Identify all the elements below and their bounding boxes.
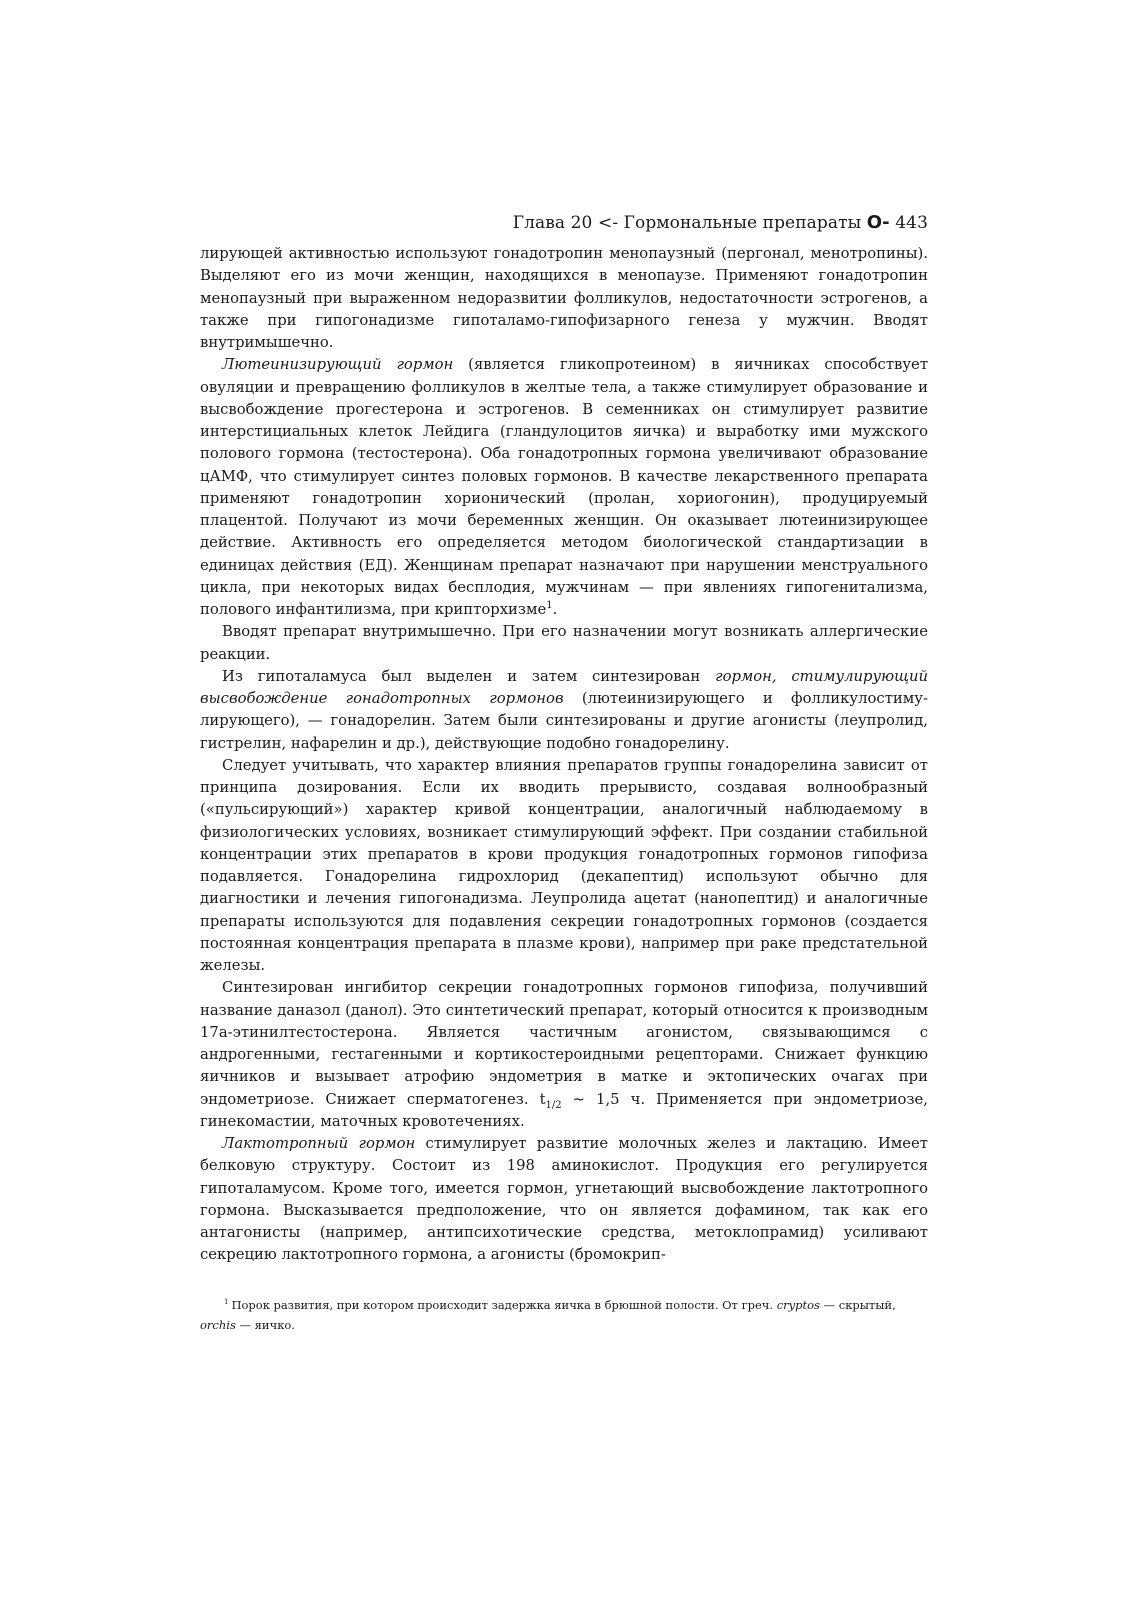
footnote-term-cryptos: cryptos — [776, 1297, 820, 1312]
book-page — [200, 212, 928, 1335]
body-text — [200, 243, 928, 1267]
paragraph-4-start: Из гипоталамуса был выделен и затем синтезирован — [222, 667, 716, 685]
footnote-text-end: — яичко. — [235, 1317, 295, 1332]
paragraph-6 — [200, 977, 928, 1133]
paragraph-1: лирующей активностью используют гонадотропин менопаузный (пергонал, менотропины). Выделяют его из мочи женщин, находящихся в менопаузе. Применяют гонадотропин менопаузный при выраженном недоразвитии фолликулов, недостаточности эстрогенов, а также при гипогонадизме гипоталамо-гипофизарного генеза у мужчин. Вводят внутримышечно. — [200, 245, 928, 351]
paragraph-4 — [200, 666, 928, 755]
paragraph-2 — [200, 354, 928, 621]
running-head-text: Глава 20 <- Гормональные препараты — [512, 213, 867, 233]
paragraph-7-text: стимулирует развитие молочных желез и лактацию. Имеет белковую структуру. Состоит из 198 аминокислот. Продукция его регулируется гипоталамусом. Кроме того, имеется гормон, угнетающий высвобождение лактотропного гормона. Высказывается предположение, что он является дофамином, так как его антагонисты (например, антипсихотические средства, метоклопрамид) усиливают секрецию лактотропного гормона, а агонисты (бромокрип- — [200, 1135, 928, 1264]
paragraph-6-text: ~ 1,5 ч. Применяется при эндометриозе, гинекомастии, маточных кровотечениях. — [200, 1090, 928, 1130]
paragraph-5: Следует учитывать, что характер влияния препаратов группы гонадорелина зависит от принципа дозирования. Если их вводить прерывисто, создавая волнообразный («пульсирующий») характер кривой концентрации, аналогичный наблюдаемому в физиологических условиях, возникает стимулирующий эффект. При создании стабильной концентрации этих препаратов в крови продукция гонадотропных гормонов гипофиза подавляется. Гонадорелина гидрохлорид (декапептид) используют обычно для диагностики и лечения гипогонадизма. Леупролида ацетат (нанопептид) и аналогичные препараты используются для подавления секреции гонадотропных гормонов (создается постоянная концентрация препарата в плазме крови), например при раке предстательной железы. — [200, 756, 928, 974]
half-life-subscript: 1/2 — [545, 1099, 562, 1111]
footnote — [200, 1295, 928, 1335]
footnote-term-orchis: orchis — [200, 1317, 236, 1332]
paragraph-7 — [200, 1133, 928, 1267]
paragraph-4-text: (лютеинизирующего и фолликулостимулирующего), — гонадорелин. Затем были синтезированы и другие агонисты (леупролид, гистрелин, нафарелин и др.), действующие подобно гонадорелину. — [200, 690, 928, 752]
paragraph-2-text: (является гликопротеином) в яичниках способствует овуляции и превращению фолликулов в желтые тела, а также стимулирует образование и высвобождение прогестерона и эстрогенов. В семенниках он стимулирует развитие интерстициальных клеток Лейдига (гландулоцитов яичка) и выработку ими мужского полового гормона (тестостерона). Оба гонадотропных гормона увеличивают образование цАМФ, что стимулирует синтез половых гормонов. В качестве лекарственного препарата применяют гонадотропин хорионический (пролан, хориогонин), продуцируемый плацентой. Получают из мочи беременных женщин. Он оказывает лютеинизирующее действие. Активность его определяется методом биологической стандартизации в единицах действия (ЕД). Женщинам препарат назначают при нарушении менструального цикла, при некоторых видах бесплодия, мужчинам — при явлениях гипогенитализма, полового инфантилизма, при крипторхизме — [200, 356, 928, 618]
footnote-ref: 1 — [546, 600, 553, 612]
term-gnrh: гормон, стимулирующий высвобождение гонадотропных гормонов — [200, 667, 929, 707]
footnote-text-mid: — скрытый, — [819, 1297, 896, 1312]
paragraph-2-end: . — [552, 601, 558, 618]
paragraph-3: Вводят препарат внутримышечно. При его назначении могут возникать аллергические реакции. — [200, 623, 928, 663]
running-head-mark: О- — [866, 212, 890, 233]
footnote-text-start: Порок развития, при котором происходит задержка яичка в брюшной полости. От греч. — [231, 1297, 777, 1312]
footnote-mark: 1 — [224, 1297, 229, 1306]
paragraph-6-start: Синтезирован ингибитор секреции гонадотропных гормонов гипофиза, получивший название даназол (данол). Это синтетический препарат, который относится к производным 17а-этинилтестостерона. Является частичным агонистом, связывающимся с андрогенными, гестагенными и кортикостероидными рецепторами. Снижает функцию яичников и вызывает атрофию эндометрия в матке и эктопических очагах при эндометриозе. Снижает сперматогенез. t — [200, 979, 928, 1108]
page-number: 443 — [889, 213, 928, 233]
term-lactotropic-hormone: Лактотропный гормон — [222, 1135, 416, 1152]
running-head — [200, 212, 928, 233]
term-luteinizing-hormone: Лютеинизирующий гормон — [222, 356, 454, 374]
